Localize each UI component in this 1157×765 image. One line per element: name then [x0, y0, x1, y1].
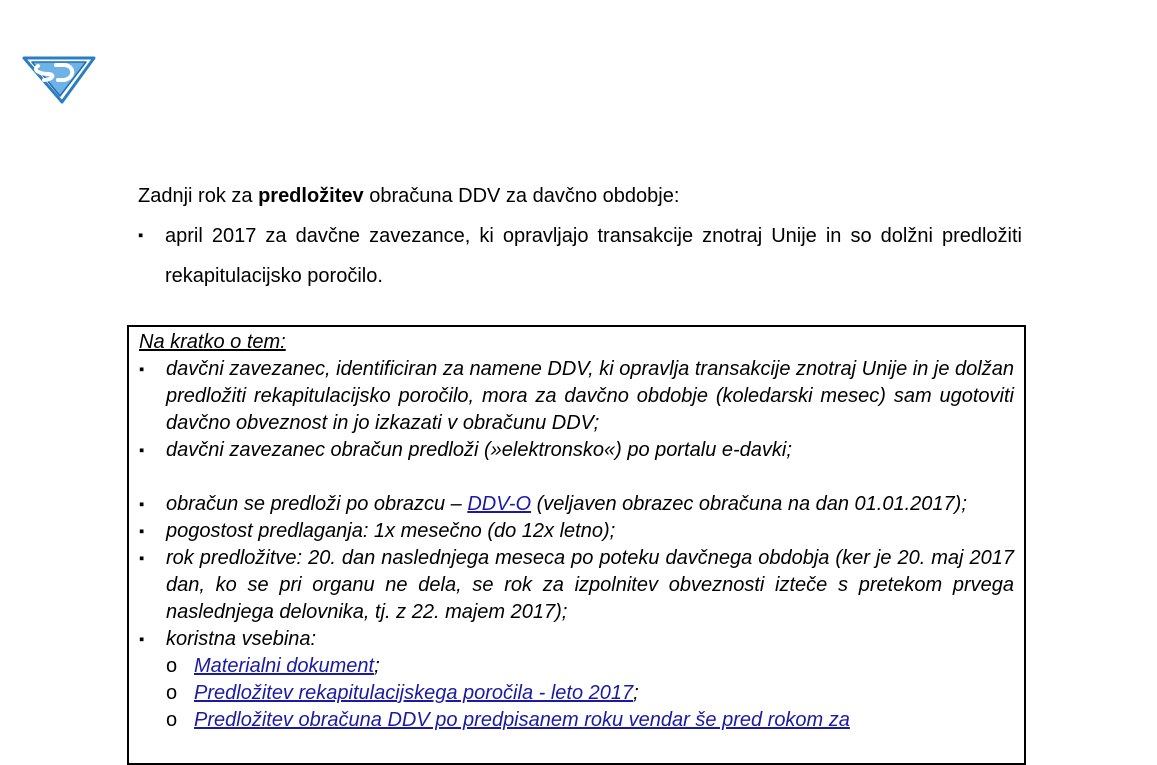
intro-bullet-text: april 2017 za davčne zavezance, ki opravljajo transakcije znotraj Unije in so dolžni predložiti rekapitulacijsko poročilo.: [165, 225, 1022, 287]
list-item: ▪ rok predložitve: 20. dan naslednjega meseca po poteku davčnega obdobja (ker je 20. maj 2017 dan, ko se pri organu ne dela, se rok za izpolnitev obveznosti izteče s pretekom prvega naslednjega delovnika, tj. z 22. majem 2017);: [139, 547, 1014, 623]
summary-box: [127, 325, 1026, 765]
list-item-text: davčni zavezanec obračun predloži (»elektronsko«) po portalu e-davki;: [166, 439, 792, 461]
ddv-o-form-link[interactable]: DDV-O: [467, 493, 532, 515]
list-item: ▪ obračun se predloži po obrazcu – DDV-O (veljaven obrazec obračuna na dan 01.01.2017);: [139, 493, 967, 515]
intro-heading: [138, 176, 1022, 216]
list-spacer: [139, 464, 1014, 491]
intro-section: [138, 176, 1022, 296]
list-item: ▪ davčni zavezanec, identificiran za namene DDV, ki opravlja transakcije znotraj Unije in je dolžan predložiti rekapitulacijsko poročilo, mora za davčno obdobje (koledarski mesec) sam ugotoviti davčno obveznost in jo izkazati v obračunu DDV;: [139, 358, 1014, 434]
list-item-text: pogostost predlaganja: 1x mesečno (do 12x letno);: [166, 520, 616, 542]
list-item-text: davčni zavezanec, identificiran za namene DDV, ki opravlja transakcije znotraj Unije in je dolžan predložiti rekapitulacijsko poročilo, mora za davčno obdobje (koledarski mesec) sam ugotoviti davčno obveznost in jo izkazati v obračunu DDV;: [166, 358, 1014, 434]
intro-bullet: ▪ april 2017 za davčne zavezance, ki opravljajo transakcije znotraj Unije in so dolžni predložiti rekapitulacijsko poročilo.: [138, 225, 1022, 287]
link-suffix: ;: [374, 655, 380, 677]
useful-link-item: o Materialni dokument;: [166, 655, 380, 677]
list-item: ▪ davčni zavezanec obračun predloži (»elektronsko«) po portalu e-davki;: [139, 439, 792, 461]
list-item: ▪ koristna vsebina: o Materialni dokument; o Predložitev rekapitulacijskega poročila - leto 2017; o Predložitev obračuna DDV po predpisanem roku vendar še pred rokom za: [139, 626, 1014, 734]
useful-links-list: [166, 653, 1014, 734]
link-suffix: ;: [633, 682, 639, 704]
list-item: ▪ pogostost predlaganja: 1x mesečno (do 12x letno);: [139, 520, 616, 542]
useful-link-item: o Predložitev obračuna DDV po predpisanem roku vendar še pred rokom za: [166, 709, 850, 731]
shield-logo-icon: [22, 50, 96, 104]
summary-box-title: Na kratko o tem:: [139, 331, 286, 353]
recapitulative-report-link[interactable]: Predložitev rekapitulacijskega poročila - leto 2017: [194, 682, 634, 704]
intro-heading-pre: Zadnji rok za: [138, 185, 259, 207]
form-pre-text: obračun se predloži po obrazcu –: [166, 493, 468, 515]
summary-list: [139, 356, 1014, 734]
intro-heading-bold: predložitev: [258, 185, 364, 207]
useful-content-label: koristna vsebina:: [166, 628, 317, 650]
vat-return-submission-link[interactable]: Predložitev obračuna DDV po predpisanem roku vendar še pred rokom za: [194, 709, 850, 731]
material-document-link[interactable]: Materialni dokument: [194, 655, 375, 677]
form-post-text: (veljaven obrazec obračuna na dan 01.01.2017);: [531, 493, 967, 515]
intro-heading-post: obračuna DDV za davčno obdobje:: [363, 185, 680, 207]
list-item-text: rok predložitve: 20. dan naslednjega meseca po poteku davčnega obdobja (ker je 20. maj 2017 dan, ko se pri organu ne dela, se rok za izpolnitev obveznosti izteče s pretekom prvega naslednjega delovnika, tj. z 22. majem 2017);: [166, 547, 1014, 623]
useful-link-item: o Predložitev rekapitulacijskega poročila - leto 2017;: [166, 682, 639, 704]
